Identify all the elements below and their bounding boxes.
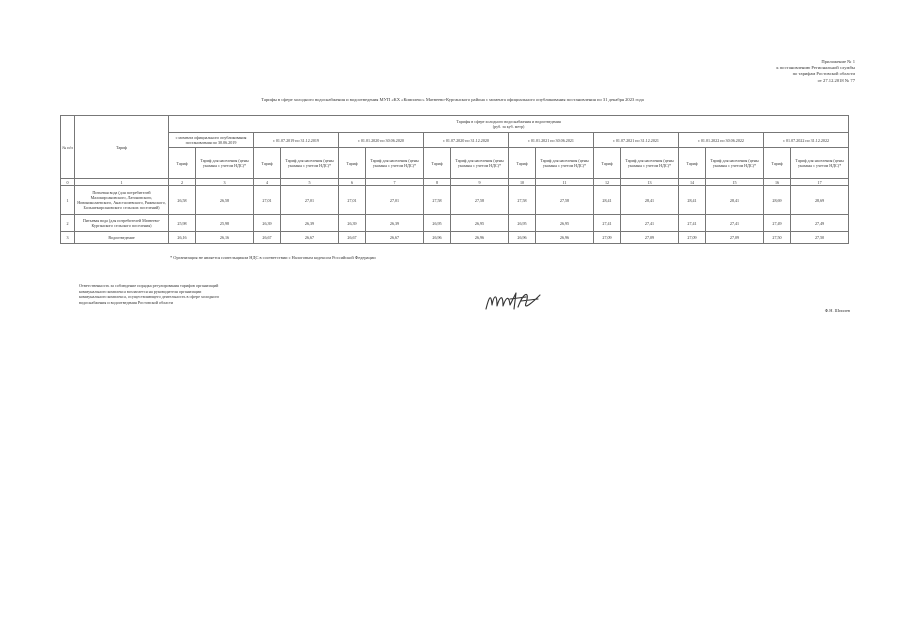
cell-value: 27,58: [424, 186, 451, 215]
sub-header-tariff: Тариф: [509, 148, 536, 179]
sub-header-tariff-vat: Тариф для населения (цены указаны с учетом НДС)*: [196, 148, 254, 179]
responsibility-note: Ответственность за соблюдение порядка регулирования тарифов организаций коммунального комплекса возлагается на руководителя организации коммунального комплекса, осуществляющего деятельность в сфере холодного водоснабжения и водоотведения Ростовской области: [79, 283, 220, 305]
sub-header-tariff-vat: Тариф для населения (цены указаны с учетом НДС)*: [281, 148, 339, 179]
cell-value: 27,09: [679, 232, 706, 244]
cell-value: 27,49: [791, 215, 849, 232]
cell-value: 26,39: [339, 215, 366, 232]
col-number: 10: [509, 179, 536, 186]
col-number: 4: [254, 179, 281, 186]
cell-value: 27,09: [706, 232, 764, 244]
footnote: * Организация не является плательщиком НДС в соответствии с Налоговым кодексом Российской Федерации: [170, 255, 376, 260]
cell-value: 26,67: [281, 232, 339, 244]
signature-image: [480, 287, 550, 315]
sub-header-tariff: Тариф: [764, 148, 791, 179]
col-number: 17: [791, 179, 849, 186]
col-number: 2: [169, 179, 196, 186]
cell-value: 27,41: [621, 215, 679, 232]
header-tariff: Тариф: [75, 116, 169, 179]
cell-value: 27,50: [791, 232, 849, 244]
cell-value: 26,16: [169, 232, 196, 244]
cell-value: 26,96: [536, 232, 594, 244]
sub-header-tariff-vat: Тариф для населения (цены указаны с учетом НДС)*: [791, 148, 849, 179]
cell-value: 27,49: [764, 215, 791, 232]
cell-value: 27,01: [339, 186, 366, 215]
row-name: Водоотведение: [75, 232, 169, 244]
cell-value: 27,58: [509, 186, 536, 215]
signer-name: Ф.Н. Шпилев: [824, 308, 850, 313]
sub-header-tariff: Тариф: [424, 148, 451, 179]
cell-value: 28,41: [679, 186, 706, 215]
sub-header-tariff-vat: Тариф для населения (цены указаны с учетом НДС)*: [366, 148, 424, 179]
cell-value: 26,96: [451, 232, 509, 244]
row-name: Питьевая вода (для потребителей Малокирсановского, Латоновского, Новониколаевского, Анастасиевского, Ряженского, Большекирсановского сельских поселений): [75, 186, 169, 215]
cell-value: 27,41: [679, 215, 706, 232]
cell-value: 26,95: [424, 215, 451, 232]
sub-header-tariff: Тариф: [169, 148, 196, 179]
col-number: 9: [451, 179, 509, 186]
cell-value: 25,98: [169, 215, 196, 232]
period-header: с 01.01.2021 по 30.06.2021: [509, 133, 594, 148]
table-row: [61, 186, 849, 215]
cell-value: 26,39: [254, 215, 281, 232]
sub-header-tariff: Тариф: [339, 148, 366, 179]
cell-value: 26,95: [451, 215, 509, 232]
period-header: с 01.07.2022 по 31.12.2022: [764, 133, 849, 148]
col-number: 6: [339, 179, 366, 186]
row-name: Питьевая вода (для потребителей Матвеево-Курганского сельского поселения): [75, 215, 169, 232]
cell-value: 27,50: [764, 232, 791, 244]
cell-value: 27,09: [621, 232, 679, 244]
appendix-line: Приложение № 1: [821, 59, 855, 64]
col-number: 12: [594, 179, 621, 186]
cell-value: 28,41: [594, 186, 621, 215]
period-header: с 01.01.2022 по 30.06.2022: [679, 133, 764, 148]
cell-value: 28,41: [621, 186, 679, 215]
col-number: 13: [621, 179, 679, 186]
cell-value: 28,69: [791, 186, 849, 215]
cell-value: 26,96: [509, 232, 536, 244]
sub-header-tariff-vat: Тариф для населения (цены указаны с учетом НДС)*: [621, 148, 679, 179]
period-header: с 01.07.2019 по 31.12.2019: [254, 133, 339, 148]
period-header: с 01.07.2021 по 31.12.2021: [594, 133, 679, 148]
header-group: [169, 116, 849, 133]
period-header: с 01.01.2020 по 30.06.2020: [339, 133, 424, 148]
cell-value: 26,39: [281, 215, 339, 232]
row-num: 1: [61, 186, 75, 215]
header-group-line: Тарифы в сфере холодного водоснабжения и водоотведения: [456, 119, 561, 124]
sub-header-tariff-vat: Тариф для населения (цены указаны с учетом НДС)*: [536, 148, 594, 179]
cell-value: 27,01: [281, 186, 339, 215]
cell-value: 26,67: [366, 232, 424, 244]
cell-value: 27,58: [536, 186, 594, 215]
table-row: [61, 215, 849, 232]
appendix-line: по тарифам Ростовской области: [792, 71, 855, 77]
header-group-unit: (руб. за куб. метр): [492, 124, 525, 129]
sub-header-tariff-vat: Тариф для населения (цены указаны с учетом НДС)*: [451, 148, 509, 179]
col-number: 8: [424, 179, 451, 186]
period-header: с 01.07.2020 по 31.12.2020: [424, 133, 509, 148]
cell-value: 27,01: [254, 186, 281, 215]
cell-value: 26,58: [196, 186, 254, 215]
sub-header-tariff: Тариф: [594, 148, 621, 179]
cell-value: 26,96: [424, 232, 451, 244]
cell-value: 27,58: [451, 186, 509, 215]
col-number: 0: [61, 179, 75, 186]
appendix-block: [776, 59, 855, 84]
appendix-line: от 27.12.2018 № 77: [817, 77, 855, 83]
cell-value: 27,01: [366, 186, 424, 215]
cell-value: 26,39: [366, 215, 424, 232]
cell-value: 28,69: [764, 186, 791, 215]
cell-value: 26,95: [536, 215, 594, 232]
cell-value: 26,95: [509, 215, 536, 232]
col-number: 16: [764, 179, 791, 186]
sub-header-tariff: Тариф: [679, 148, 706, 179]
cell-value: 25,98: [196, 215, 254, 232]
tariff-table: [60, 115, 849, 244]
sub-header-tariff: Тариф: [254, 148, 281, 179]
cell-value: 26,58: [169, 186, 196, 215]
col-number: 7: [366, 179, 424, 186]
row-num: 2: [61, 215, 75, 232]
appendix-line: к постановлению Региональной службы: [776, 65, 855, 71]
row-num: 3: [61, 232, 75, 244]
cell-value: 26,67: [339, 232, 366, 244]
cell-value: 26,16: [196, 232, 254, 244]
col-number: 11: [536, 179, 594, 186]
cell-value: 27,41: [706, 215, 764, 232]
header-num: № п/п: [61, 116, 75, 179]
cell-value: 27,09: [594, 232, 621, 244]
cell-value: 28,41: [706, 186, 764, 215]
cell-value: 26,67: [254, 232, 281, 244]
document-title: Тарифы в сфере холодного водоснабжения и водоотведения МУП «КХ «Комплекс» Матвеево-Курганского района с момента официального опубликования постановления по 31 декабря 2023 года: [261, 97, 644, 102]
col-number: 1: [75, 179, 169, 186]
col-number: 14: [679, 179, 706, 186]
cell-value: 27,41: [594, 215, 621, 232]
period-header: с момента официального опубликования постановления по 30.06.2019: [169, 133, 254, 148]
col-number: 15: [706, 179, 764, 186]
col-number: 5: [281, 179, 339, 186]
col-number: 3: [196, 179, 254, 186]
table-row: [61, 232, 849, 244]
sub-header-tariff-vat: Тариф для населения (цены указаны с учетом НДС)*: [706, 148, 764, 179]
